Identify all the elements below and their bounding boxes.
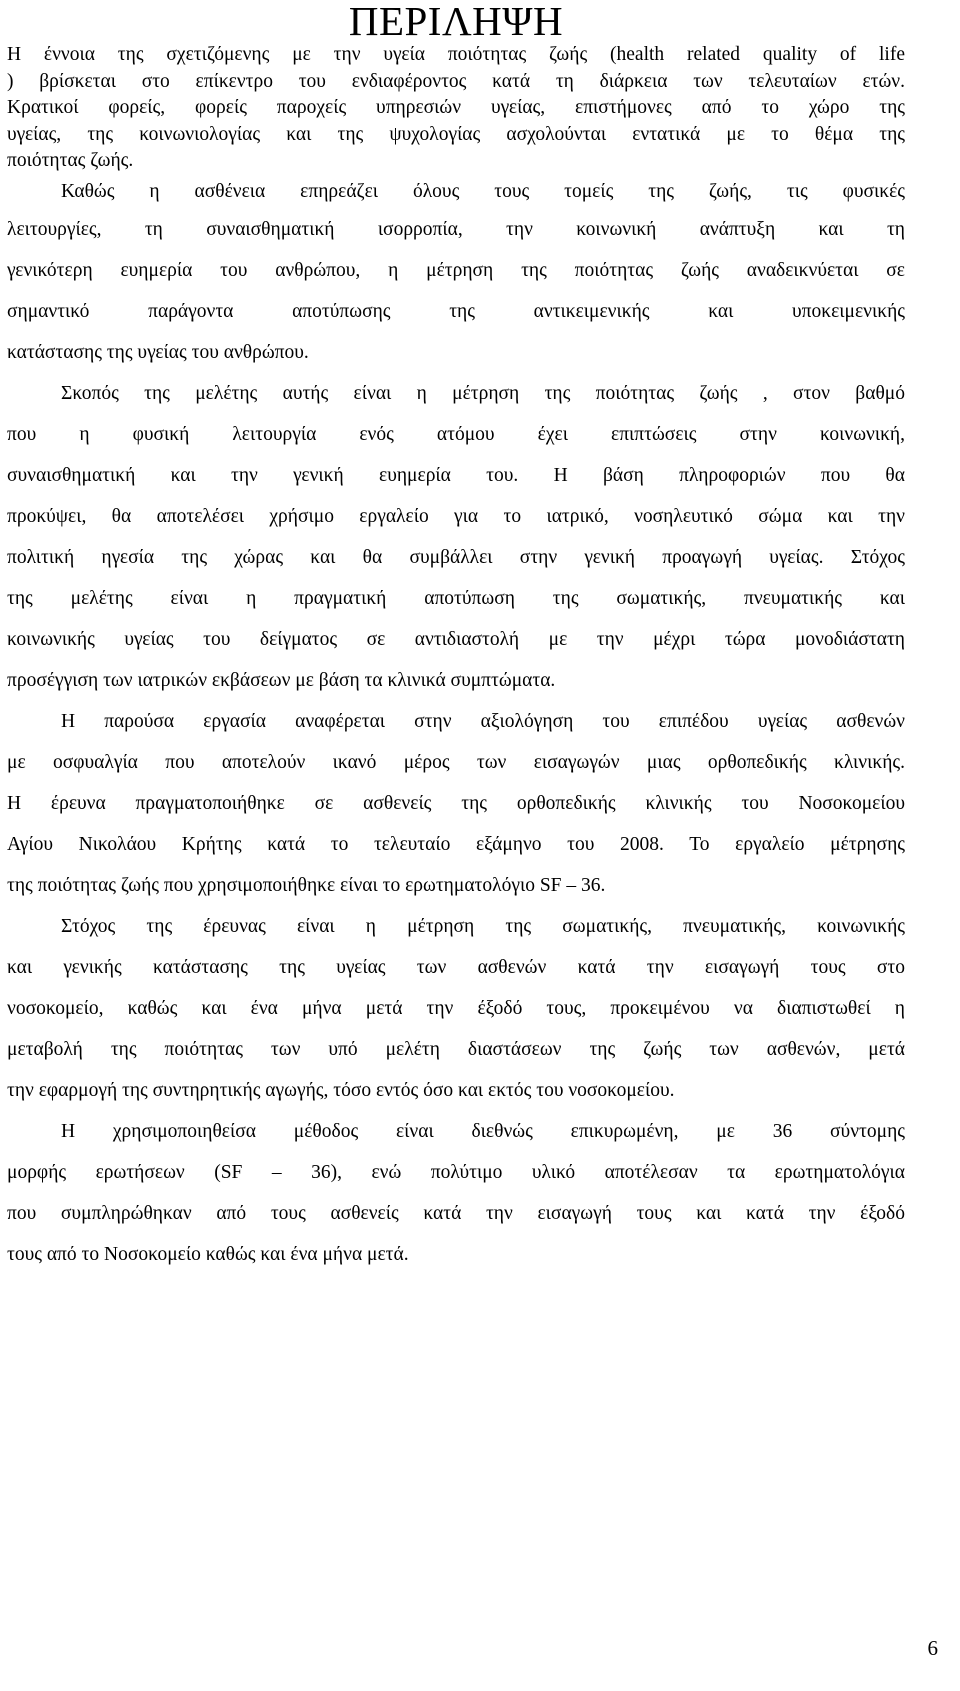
text-line: τους από το Νοσοκομείο καθώς και ένα μήνα μετά. bbox=[7, 1243, 409, 1265]
text-line: που συμπληρώθηκαν από τους ασθενείς κατά την εισαγωγή τους και κατά την έξοδό bbox=[7, 1202, 905, 1224]
document-page bbox=[7, 0, 905, 1275]
text-line: λειτουργίες, τη συναισθηματική ισορροπία, την κοινωνική ανάπτυξη και τη bbox=[7, 218, 905, 240]
text-line: Η παρούσα εργασία αναφέρεται στην αξιολόγηση του επιπέδου υγείας ασθενών bbox=[61, 710, 905, 732]
text-line: της ποιότητας ζωής που χρησιμοποιήθηκε είναι το ερωτηματολόγιο SF – 36. bbox=[7, 874, 606, 896]
text-line: Η έρευνα πραγματοποιήθηκε σε ασθενείς της ορθοπεδικής κλινικής του Νοσοκομείου bbox=[7, 792, 905, 814]
text-line: μορφής ερωτήσεων (SF – 36), ενώ πολύτιμο υλικό αποτέλεσαν τα ερωτηματολόγια bbox=[7, 1161, 905, 1183]
text-line: νοσοκομείο, καθώς και ένα μήνα μετά την έξοδό τους, προκειμένου να διαπιστωθεί η bbox=[7, 997, 905, 1019]
text-line: Η έννοια της σχετιζόμενης με την υγεία ποιότητας ζωής (health related quality of life bbox=[7, 44, 905, 65]
text-line: Κρατικοί φορείς, φορείς παροχείς υπηρεσιών υγείας, επιστήμονες από το χώρο της bbox=[7, 97, 905, 118]
text-line: Η χρησιμοποιηθείσα μέθοδος είναι διεθνώς επικυρωμένη, με 36 σύντομης bbox=[61, 1120, 905, 1142]
page-number: 6 bbox=[927, 1636, 938, 1660]
text-line: μεταβολή της ποιότητας των υπό μελέτη διαστάσεων της ζωής των ασθενών, μετά bbox=[7, 1038, 905, 1060]
text-line: ) βρίσκεται στο επίκεντρο του ενδιαφέροντος κατά τη διάρκεια των τελευταίων ετών. bbox=[7, 70, 905, 92]
text-line: γενικότερη ευημερία του ανθρώπου, η μέτρηση της ποιότητας ζωής αναδεικνύεται σε bbox=[7, 259, 905, 281]
text-line: και γενικής κατάστασης της υγείας των ασθενών κατά την εισαγωγή τους στο bbox=[7, 956, 905, 978]
page-title: ΠΕΡΙΛΗΨΗ bbox=[348, 0, 564, 44]
text-line: την εφαρμογή της συντηρητικής αγωγής, τόσο εντός όσο και εκτός του νοσοκομείου. bbox=[7, 1079, 675, 1101]
text-line: που η φυσική λειτουργία ενός ατόμου έχει επιπτώσεις στην κοινωνική, bbox=[7, 423, 905, 445]
text-line: με οσφυαλγία που αποτελούν ικανό μέρος των εισαγωγών μιας ορθοπεδικής κλινικής. bbox=[7, 751, 905, 773]
paragraph-2 bbox=[7, 373, 905, 701]
paragraph-1 bbox=[7, 175, 905, 373]
text-line: κατάστασης της υγείας του ανθρώπου. bbox=[7, 341, 309, 363]
paragraph-5 bbox=[7, 1111, 905, 1275]
text-line: πολιτική ηγεσία της χώρας και θα συμβάλλει στην γενική προαγωγή υγείας. Στόχος bbox=[7, 546, 905, 568]
text-line: Στόχος της έρευνας είναι η μέτρηση της σωματικής, πνευματικής, κοινωνικής bbox=[61, 915, 905, 937]
paragraph-4 bbox=[7, 906, 905, 1111]
text-line: προκύψει, θα αποτελέσει χρήσιμο εργαλείο για το ιατρικό, νοσηλευτικό σώμα και την bbox=[7, 505, 905, 527]
paragraph-3 bbox=[7, 701, 905, 906]
text-line: ποιότητας ζωής. bbox=[7, 150, 134, 171]
text-line: Καθώς η ασθένεια επηρεάζει όλους τους τομείς της ζωής, τις φυσικές bbox=[61, 180, 905, 202]
text-line: προσέγγιση των ιατρικών εκβάσεων με βάση τα κλινικά συμπτώματα. bbox=[7, 669, 556, 691]
text-line: συναισθηματική και την γενική ευημερία του. Η βάση πληροφοριών που θα bbox=[7, 464, 905, 486]
text-line: κοινωνικής υγείας του δείγματος σε αντιδιαστολή με την μέχρι τώρα μονοδιάστατη bbox=[7, 628, 905, 650]
text-line: σημαντικό παράγοντα αποτύπωσης της αντικειμενικής και υποκειμενικής bbox=[7, 300, 905, 322]
intro-paragraph bbox=[7, 42, 905, 175]
text-line: υγείας, της κοινωνιολογίας και της ψυχολογίας ασχολούνται εντατικά με το θέμα της bbox=[7, 123, 905, 145]
text-line: της μελέτης είναι η πραγματική αποτύπωση της σωματικής, πνευματικής και bbox=[7, 587, 905, 609]
text-line: Σκοπός της μελέτης αυτής είναι η μέτρηση της ποιότητας ζωής , στον βαθμό bbox=[61, 382, 905, 404]
text-line: Αγίου Νικολάου Κρήτης κατά το τελευταίο εξάμηνο του 2008. Το εργαλείο μέτρησης bbox=[7, 833, 905, 855]
